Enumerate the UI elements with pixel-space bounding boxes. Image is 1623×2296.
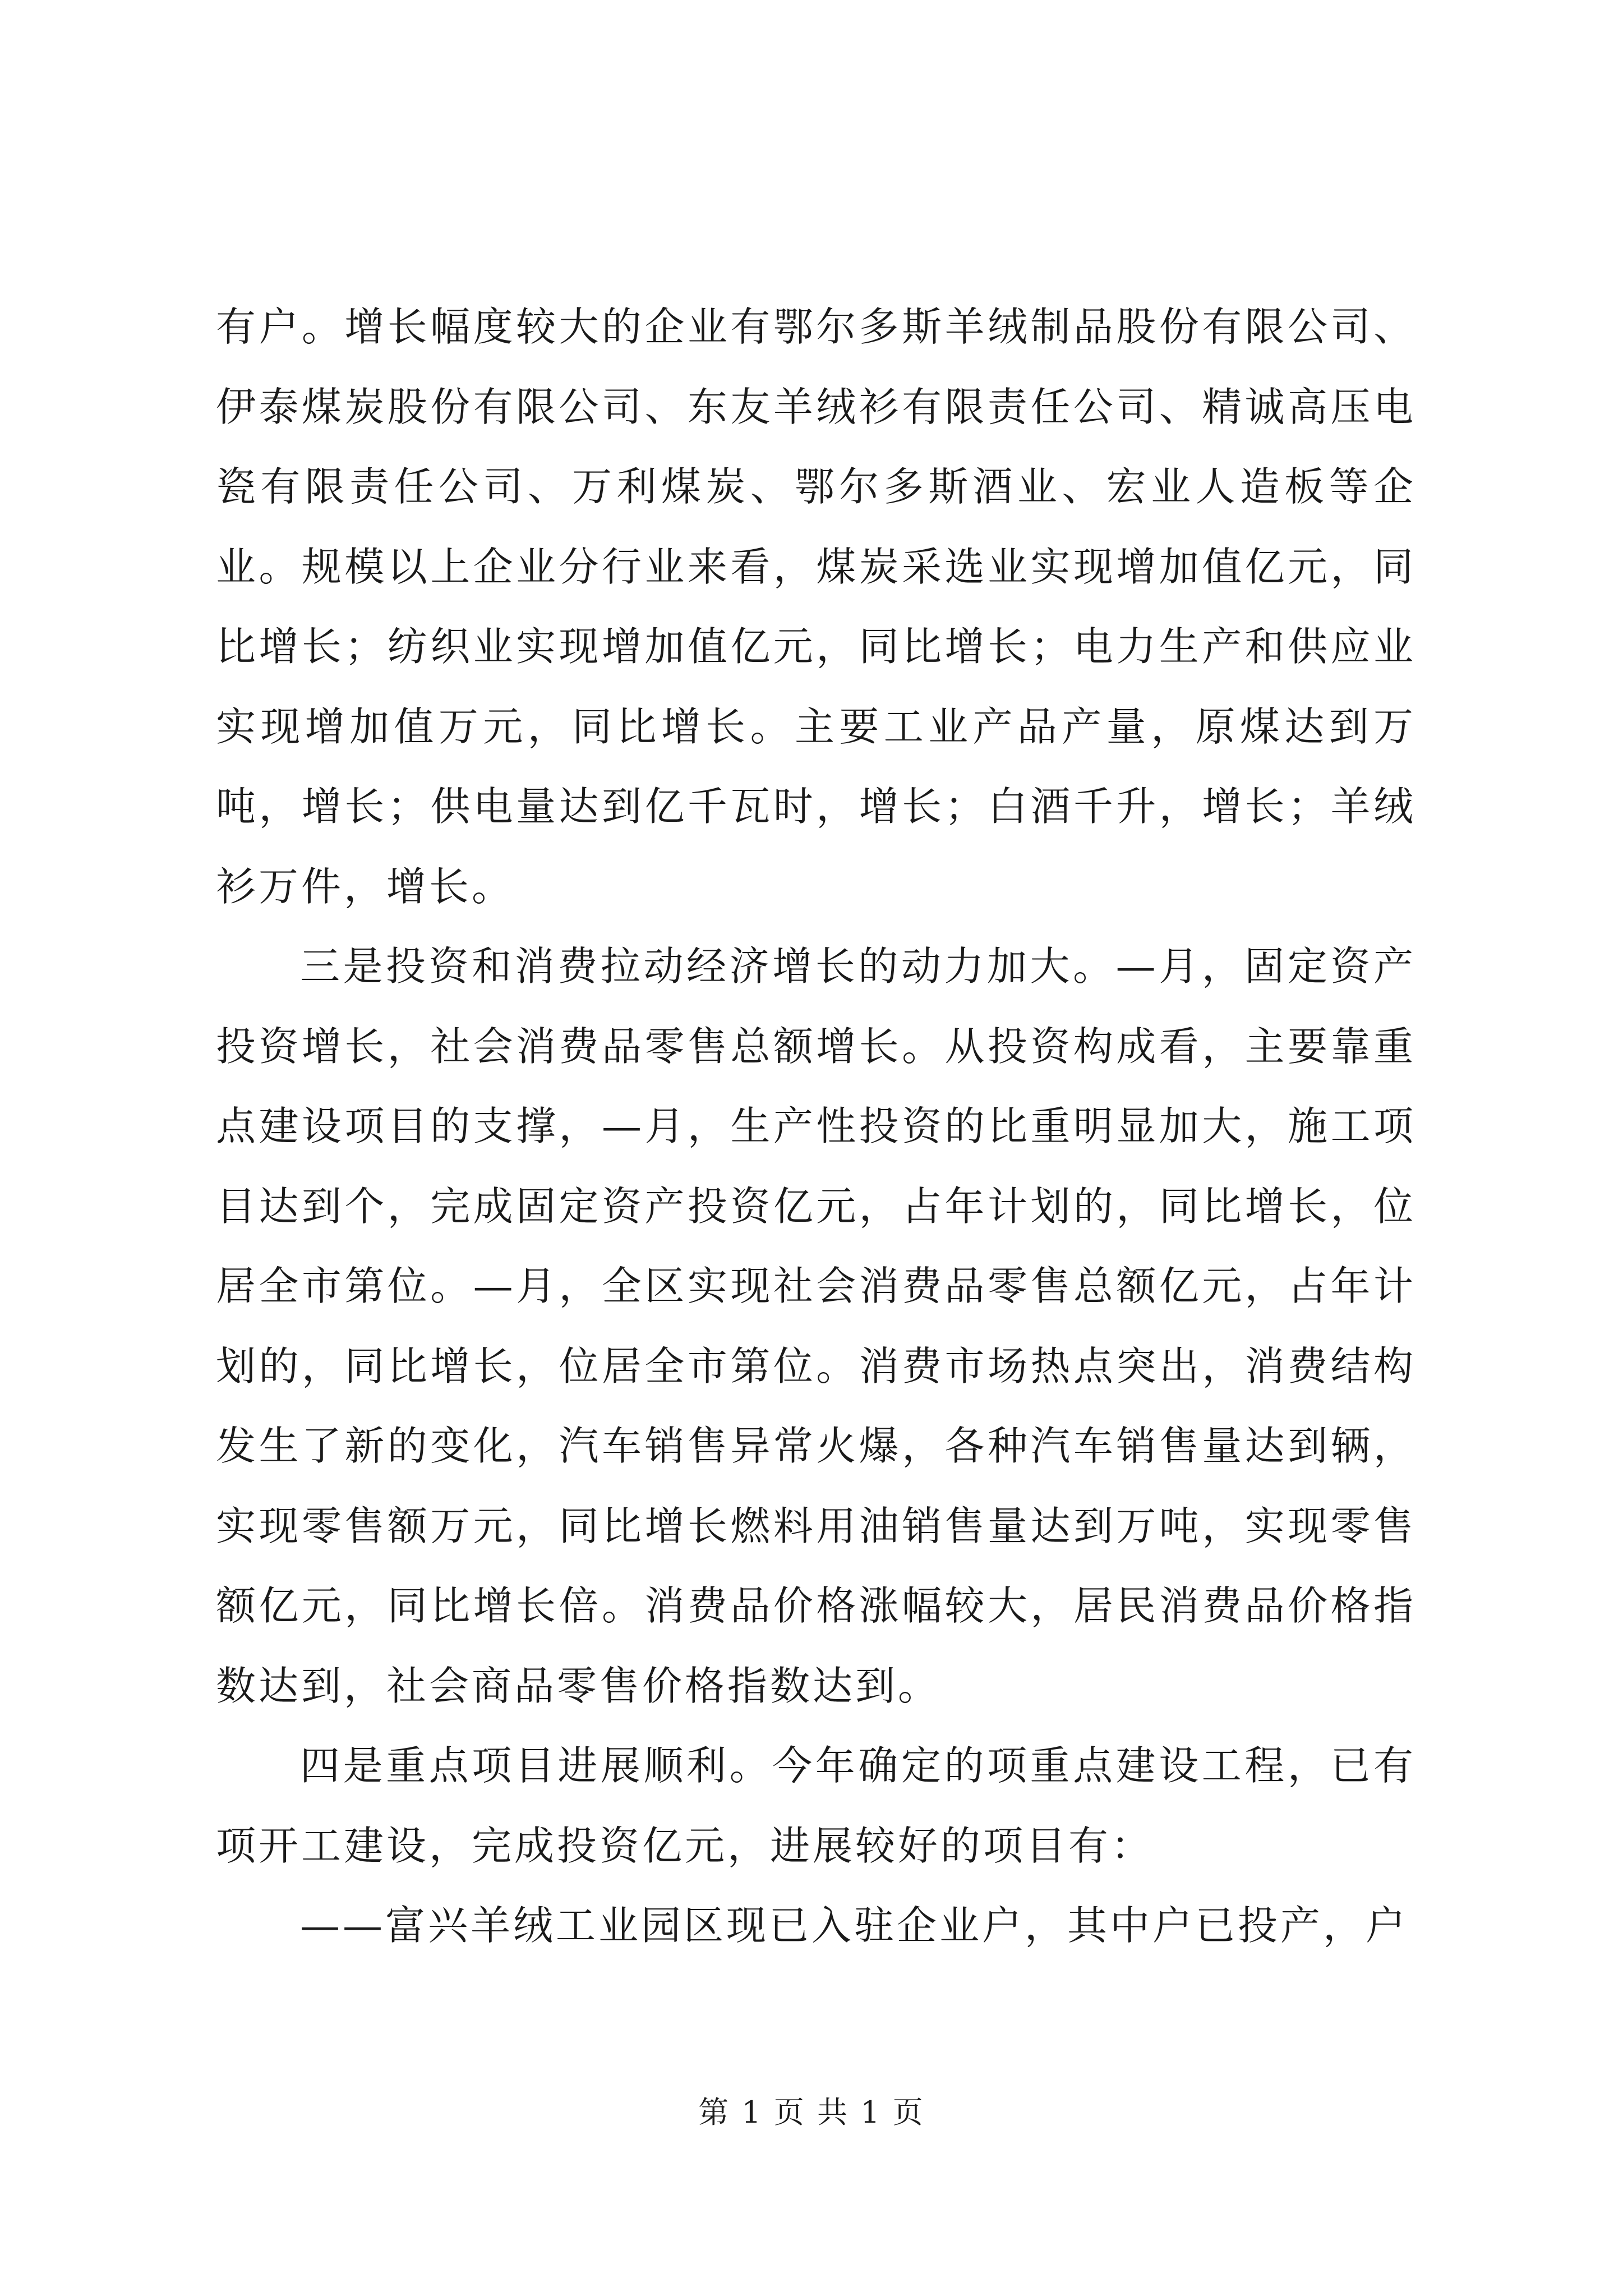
document-body	[216, 287, 1416, 1966]
page-footer: 第 1 页 共 1 页	[698, 2095, 925, 2130]
paragraph-industry-growth: 有户。增长幅度较大的企业有鄂尔多斯羊绒制品股份有限公司、伊泰煤炭股份有限公司、东友羊绒衫有限责任公司、精诚高压电瓷有限责任公司、万利煤炭、鄂尔多斯酒业、宏业人造板等企业。规模以上企业分行业来看，煤炭采选业实现增加值亿元，同比增长；纺织业实现增加值亿元，同比增长；电力生产和供应业实现增加值万元，同比增长。主要工业产品产量，原煤达到万吨，增长；供电量达到亿千瓦时，增长；白酒千升，增长；羊绒衫万件，增长。	[216, 303, 1416, 910]
paragraph-investment-consumption: 三是投资和消费拉动经济增长的动力加大。—月，固定资产投资增长，社会消费品零售总额增长。从投资构成看，主要靠重点建设项目的支撑，—月，生产性投资的比重明显加大，施工项目达到个，完成固定资产投资亿元，占年计划的，同比增长，位居全市第位。—月，全区实现社会消费品零售总额亿元，占年计划的，同比增长，位居全市第位。消费市场热点突出，消费结构发生了新的变化，汽车销售异常火爆，各种汽车销售量达到辆，实现零售额万元，同比增长燃料用油销售量达到万吨，实现零售额亿元，同比增长倍。消费品价格涨幅较大，居民消费品价格指数达到，社会商品零售价格指数达到。	[216, 943, 1416, 1709]
paragraph-key-projects: 四是重点项目进展顺利。今年确定的项重点建设工程，已有项开工建设，完成投资亿元，进展较好的项目有：	[216, 1742, 1416, 1869]
paragraph-project-item: ——富兴羊绒工业园区现已入驻企业户，其中户已投产，户	[300, 1902, 1409, 1949]
